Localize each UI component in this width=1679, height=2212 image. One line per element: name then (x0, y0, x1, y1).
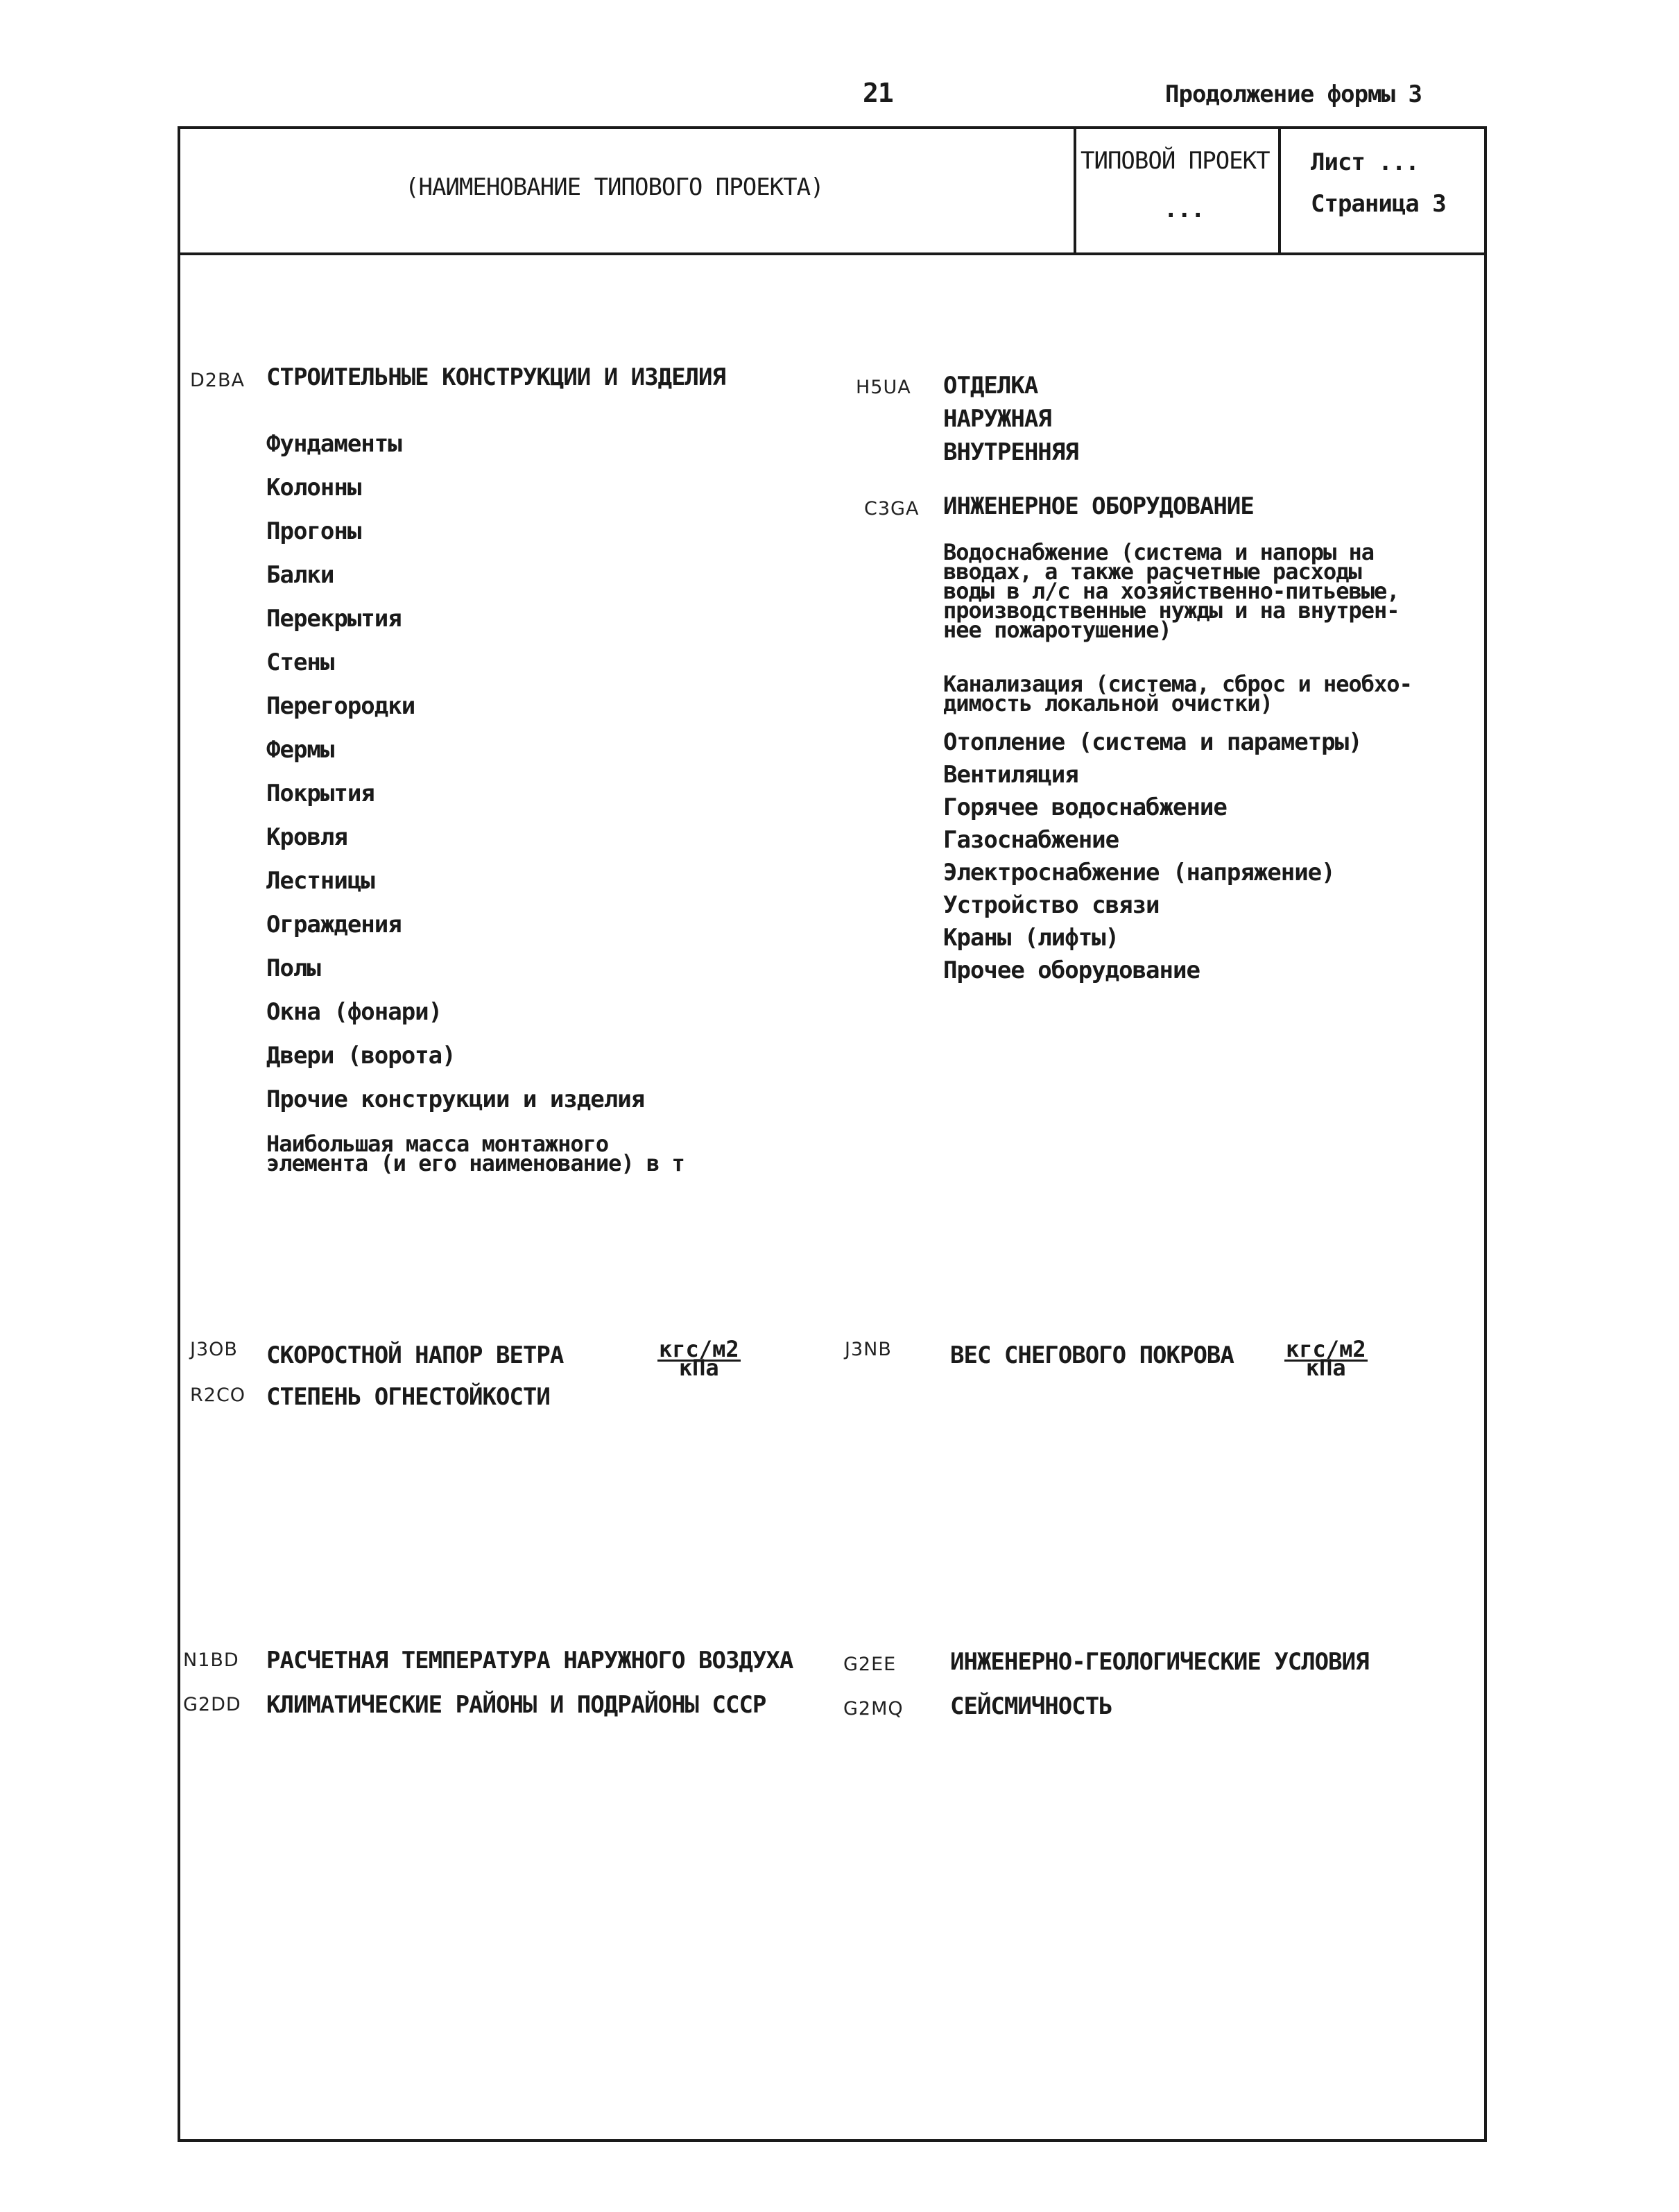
snow-code: J3NB (845, 1339, 892, 1360)
page-number: 21 (863, 78, 893, 108)
construction-item: Балки (266, 561, 334, 589)
regions-label: КЛИМАТИЧЕСКИЕ РАЙОНЫ И ПОДРАЙОНЫ СССР (266, 1691, 766, 1719)
construction-item: Ограждения (266, 911, 402, 938)
construction-code: D2BA (190, 370, 245, 391)
construction-item: Окна (фонари) (266, 998, 442, 1026)
engineering-item: Устройство связи (943, 891, 1160, 919)
typical-project-label: ТИПОВОЙ ПРОЕКТ (1080, 147, 1270, 175)
construction-item: Лестницы (266, 867, 374, 895)
engineering-item: Электроснабжение (напряжение) (943, 859, 1335, 886)
fire-resistance-label: СТЕПЕНЬ ОГНЕСТОЙКОСТИ (266, 1383, 550, 1411)
construction-item: Двери (ворота) (266, 1042, 456, 1070)
sewer-line: димость локальной очистки) (943, 690, 1273, 717)
wind-unit-numerator: кгс/м2 (659, 1336, 739, 1362)
construction-title: СТРОИТЕЛЬНЫЕ КОНСТРУКЦИИ И ИЗДЕЛИЯ (266, 363, 725, 391)
regions-code: G2DD (183, 1694, 241, 1715)
engineering-item: Прочее оборудование (943, 957, 1200, 984)
engineering-item: Газоснабжение (943, 826, 1119, 854)
snow-unit-denominator: кПа (1305, 1355, 1346, 1381)
construction-item: Фермы (266, 736, 334, 764)
finishing-item: НАРУЖНАЯ (943, 405, 1051, 433)
snow-label: ВЕС СНЕГОВОГО ПОКРОВА (950, 1341, 1234, 1369)
geology-code: G2EE (843, 1654, 897, 1675)
seismic-label: СЕЙСМИЧНОСТЬ (950, 1692, 1112, 1720)
wind-label: СКОРОСТНОЙ НАПОР ВЕТРА (266, 1341, 564, 1369)
project-name-placeholder: (НАИМЕНОВАНИЕ ТИПОВОГО ПРОЕКТА) (405, 173, 824, 201)
snow-unit-numerator: кгс/м2 (1286, 1336, 1366, 1362)
construction-item: Колонны (266, 474, 361, 501)
engineering-item: Горячее водоснабжение (943, 794, 1227, 821)
snow-unit (1284, 1336, 1368, 1381)
water-supply-line: Водоснабжение (система и напоры на (943, 539, 1375, 565)
wind-unit-denominator: кПа (678, 1355, 719, 1381)
title-block-divider-1 (1074, 126, 1076, 254)
finishing-item: ВНУТРЕННЯЯ (943, 438, 1078, 466)
engineering-item: Краны (лифты) (943, 924, 1119, 952)
water-supply-line: нее пожаротушение) (943, 617, 1171, 643)
title-block-bottom-rule (178, 252, 1487, 255)
sheet-number: Лист ... (1311, 148, 1419, 176)
max-mass-line-1: Наибольшая масса монтажного (266, 1131, 609, 1157)
temperature-code: N1BD (183, 1649, 239, 1671)
sewer-line: Канализация (система, сброс и необхо- (943, 671, 1412, 697)
construction-item: Прогоны (266, 517, 361, 545)
title-block-divider-2 (1278, 126, 1281, 254)
construction-item: Фундаменты (266, 430, 402, 458)
construction-item: Перекрытия (266, 605, 402, 633)
engineering-item: Отопление (система и параметры) (943, 728, 1362, 756)
water-supply-line: вводах, а также расчетные расходы (943, 558, 1361, 585)
wind-code: J3OB (190, 1339, 238, 1360)
construction-item: Полы (266, 954, 320, 982)
construction-item: Прочие конструкции и изделия (266, 1086, 645, 1113)
engineering-code: C3GA (864, 498, 920, 520)
construction-item: Покрытия (266, 780, 374, 807)
typical-project-value: ... (1164, 196, 1205, 223)
geology-label: ИНЖЕНЕРНО-ГЕОЛОГИЧЕСКИЕ УСЛОВИЯ (950, 1648, 1369, 1676)
wind-unit (657, 1336, 741, 1381)
water-supply-line: воды в л/с на хозяйственно-питьевые, (943, 578, 1400, 604)
construction-item: Кровля (266, 823, 347, 851)
construction-item: Стены (266, 649, 334, 676)
water-supply-line: производственные нужды и на внутрен- (943, 597, 1400, 624)
finishing-code: H5UA (856, 377, 911, 398)
fire-code: R2CO (190, 1384, 246, 1406)
form-continuation-label: Продолжение формы 3 (1165, 80, 1422, 108)
finishing-title: ОТДЕЛКА (943, 372, 1038, 400)
seismic-code: G2MQ (843, 1698, 904, 1720)
construction-item: Перегородки (266, 692, 415, 720)
temperature-label: РАСЧЕТНАЯ ТЕМПЕРАТУРА НАРУЖНОГО ВОЗДУХА (266, 1647, 793, 1674)
engineering-item: Вентиляция (943, 761, 1078, 789)
engineering-title: ИНЖЕНЕРНОЕ ОБОРУДОВАНИЕ (943, 492, 1254, 520)
max-mass-line-2: элемента (и его наименование) в т (266, 1150, 684, 1176)
page-label: Страница 3 (1311, 190, 1446, 218)
